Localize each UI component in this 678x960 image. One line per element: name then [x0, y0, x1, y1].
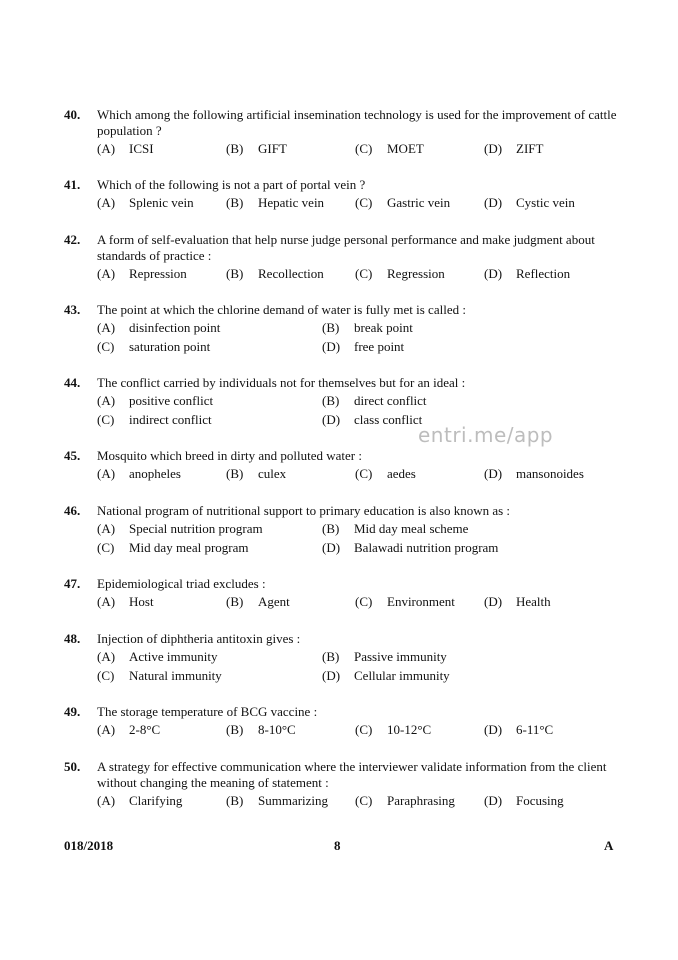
options-row	[64, 668, 624, 686]
option-a: (A) Clarifying	[97, 793, 183, 808]
option-b: (B) GIFT	[226, 141, 287, 156]
question-number: 49.	[64, 704, 81, 719]
option-d: (D) ZIFT	[484, 141, 544, 156]
option-b: (B) 8-10°C	[226, 722, 296, 737]
option-d: (D) 6-11°C	[484, 722, 554, 737]
option-d: (D) free point	[322, 339, 405, 354]
question-number: 40.	[64, 107, 81, 122]
question-text: Injection of diphtheria antitoxin gives :	[97, 631, 301, 646]
option-d: (D) Cellular immunity	[322, 668, 450, 683]
option-c: (C) MOET	[355, 141, 424, 156]
option-d: (D) Cystic vein	[484, 195, 575, 210]
option-c: (C) indirect conflict	[97, 412, 212, 427]
option-d: (D) Focusing	[484, 793, 564, 808]
options-row	[64, 195, 624, 213]
question-43	[64, 302, 624, 357]
option-a: (A) Repression	[97, 266, 187, 281]
question-number: 42.	[64, 232, 81, 247]
question-text: The conflict carried by individuals not for themselves but for an ideal :	[97, 375, 466, 390]
question-number: 48.	[64, 631, 81, 646]
option-b: (B) Mid day meal scheme	[322, 521, 469, 536]
options-row	[64, 722, 624, 740]
option-a: (A) anopheles	[97, 466, 181, 481]
option-b: (B) Recollection	[226, 266, 324, 281]
options-row	[64, 540, 624, 558]
options-row	[64, 266, 624, 284]
option-d: (D) Reflection	[484, 266, 571, 281]
question-44	[64, 375, 624, 430]
question-text: A form of self-evaluation that help nurse judge personal performance and make judgment about standards of practice :	[97, 232, 595, 263]
option-a: (A) Active immunity	[97, 649, 218, 664]
question-45	[64, 448, 624, 484]
question-41	[64, 177, 624, 213]
option-a: (A) disinfection point	[97, 320, 221, 335]
option-a: (A) Splenic vein	[97, 195, 194, 210]
question-number: 41.	[64, 177, 81, 192]
options-row	[64, 793, 624, 811]
question-number: 45.	[64, 448, 81, 463]
question-number: 50.	[64, 759, 81, 774]
question-49	[64, 704, 624, 740]
paper-code: 018/2018	[64, 838, 114, 853]
question-text: National program of nutritional support to primary education is also known as :	[97, 503, 511, 518]
options-row	[64, 320, 624, 338]
question-number: 43.	[64, 302, 81, 317]
question-50	[64, 759, 624, 811]
question-46	[64, 503, 624, 558]
question-48	[64, 631, 624, 686]
watermark: entri.me/app	[418, 423, 554, 447]
option-c: (C) Natural immunity	[97, 668, 222, 683]
question-text: A strategy for effective communication where the interviewer validate information from the client without changing the meaning of statement :	[97, 759, 607, 790]
question-text: Which among the following artificial insemination technology is used for the improvement of cattle population ?	[97, 107, 617, 138]
question-text: The storage temperature of BCG vaccine :	[97, 704, 318, 719]
option-c: (C) 10-12°C	[355, 722, 432, 737]
option-b: (B) break point	[322, 320, 413, 335]
option-d: (D) class conflict	[322, 412, 423, 427]
option-b: (B) direct conflict	[322, 393, 427, 408]
option-c: (C) aedes	[355, 466, 416, 481]
option-c: (C) Mid day meal program	[97, 540, 249, 555]
option-c: (C) Gastric vein	[355, 195, 451, 210]
option-b: (B) Agent	[226, 594, 290, 609]
option-a: (A) 2-8°C	[97, 722, 161, 737]
option-a: (A) Host	[97, 594, 154, 609]
options-row	[64, 393, 624, 411]
option-b: (B) Hepatic vein	[226, 195, 325, 210]
options-row	[64, 521, 624, 539]
question-number: 47.	[64, 576, 81, 591]
option-a: (A) ICSI	[97, 141, 154, 156]
question-text: Mosquito which breed in dirty and polluted water :	[97, 448, 363, 463]
option-a: (A) positive conflict	[97, 393, 214, 408]
question-42	[64, 232, 624, 284]
option-d: (D) Health	[484, 594, 551, 609]
options-row	[64, 594, 624, 612]
option-d: (D) mansonoides	[484, 466, 584, 481]
series-code: A	[604, 838, 614, 853]
question-text: Which of the following is not a part of portal vein ?	[97, 177, 366, 192]
question-40	[64, 107, 624, 159]
option-b: (B) Summarizing	[226, 793, 329, 808]
options-row	[64, 649, 624, 667]
question-number: 44.	[64, 375, 81, 390]
question-number: 46.	[64, 503, 81, 518]
option-c: (C) Environment	[355, 594, 455, 609]
options-row	[64, 339, 624, 357]
question-text: Epidemiological triad excludes :	[97, 576, 266, 591]
option-b: (B) culex	[226, 466, 287, 481]
option-a: (A) Special nutrition program	[97, 521, 263, 536]
question-47	[64, 576, 624, 612]
option-c: (C) saturation point	[97, 339, 211, 354]
option-d: (D) Balawadi nutrition program	[322, 540, 499, 555]
question-text: The point at which the chlorine demand of water is fully met is called :	[97, 302, 466, 317]
page-number: 8	[334, 838, 341, 853]
options-row	[64, 141, 624, 159]
option-c: (C) Paraphrasing	[355, 793, 455, 808]
option-b: (B) Passive immunity	[322, 649, 447, 664]
options-row	[64, 466, 624, 484]
option-c: (C) Regression	[355, 266, 445, 281]
